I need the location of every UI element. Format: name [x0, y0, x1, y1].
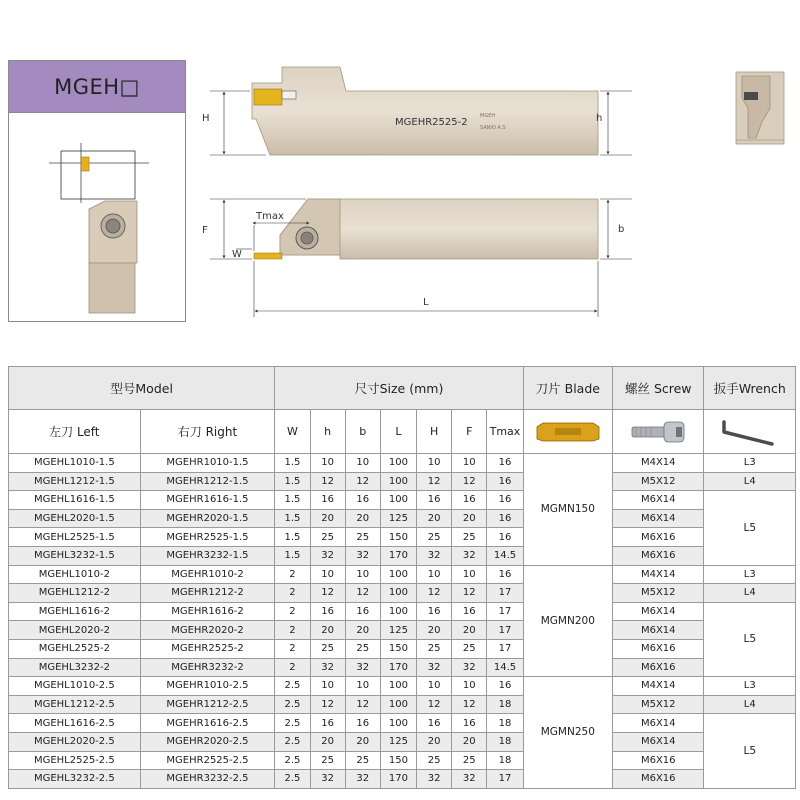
- dim-L-label: L: [423, 297, 429, 308]
- dim-Tmax-cell: 17: [487, 639, 523, 658]
- dim-Tmax-cell: 14.5: [487, 546, 523, 565]
- left-model-cell: MGEHL2020-2: [9, 621, 141, 640]
- dim-header-W: W: [275, 410, 310, 454]
- socket-head-screw-icon: [626, 417, 690, 447]
- table-row: [9, 454, 796, 473]
- dim-H-cell: 10: [417, 565, 452, 584]
- dim-L-cell: 100: [380, 491, 416, 510]
- dim-W-cell: 2.5: [275, 751, 310, 770]
- dim-L-cell: 100: [380, 472, 416, 491]
- screw-cell: M6X14: [613, 491, 704, 510]
- product-title-box: [8, 60, 186, 322]
- tool-marking-text: MGEHR2525-2: [395, 117, 468, 128]
- spec-table: [8, 366, 796, 789]
- dim-L-cell: 170: [380, 770, 416, 789]
- wrench-cell: L5: [704, 602, 796, 676]
- dim-F-cell: 20: [452, 509, 487, 528]
- svg-text:SANIO A.S: SANIO A.S: [480, 125, 506, 131]
- dim-L-cell: 170: [380, 658, 416, 677]
- left-model-cell: MGEHL2525-2.5: [9, 751, 141, 770]
- screw-cell: M5X12: [613, 695, 704, 714]
- dim-W-label: W: [232, 249, 242, 260]
- right-hand-header: 右刀 Right: [140, 410, 275, 454]
- dim-b-cell: 12: [345, 584, 380, 603]
- dim-F-cell: 10: [452, 454, 487, 473]
- dim-b-cell: 12: [345, 472, 380, 491]
- dim-h-cell: 10: [310, 565, 345, 584]
- dim-L-cell: 100: [380, 677, 416, 696]
- dim-h-cell: 16: [310, 714, 345, 733]
- wrench-cell: L3: [704, 677, 796, 696]
- dim-header-b: b: [345, 410, 380, 454]
- dim-H-cell: 32: [417, 658, 452, 677]
- dim-Tmax-cell: 18: [487, 714, 523, 733]
- right-model-cell: MGEHR1616-2: [140, 602, 275, 621]
- right-model-cell: MGEHR1212-1.5: [140, 472, 275, 491]
- dim-Tmax-cell: 16: [487, 472, 523, 491]
- dim-Tmax-cell: 17: [487, 621, 523, 640]
- dim-L-cell: 170: [380, 546, 416, 565]
- dim-h-cell: 32: [310, 770, 345, 789]
- table-row: [9, 677, 796, 696]
- dim-L-cell: 125: [380, 509, 416, 528]
- dim-W-cell: 1.5: [275, 528, 310, 547]
- right-model-cell: MGEHR2020-2.5: [140, 732, 275, 751]
- dim-H-cell: 16: [417, 602, 452, 621]
- side-view-drawing: [730, 68, 790, 148]
- right-model-cell: MGEHR2020-1.5: [140, 509, 275, 528]
- left-model-cell: MGEHL1616-2.5: [9, 714, 141, 733]
- dim-W-cell: 2.5: [275, 677, 310, 696]
- left-model-cell: MGEHL2525-2: [9, 639, 141, 658]
- screw-cell: M5X12: [613, 472, 704, 491]
- dim-W-cell: 1.5: [275, 454, 310, 473]
- dim-b-cell: 10: [345, 565, 380, 584]
- right-model-cell: MGEHR1212-2: [140, 584, 275, 603]
- table-row: [9, 509, 796, 528]
- left-model-cell: MGEHL3232-1.5: [9, 546, 141, 565]
- left-model-cell: MGEHL2525-1.5: [9, 528, 141, 547]
- dim-b-cell: 16: [345, 714, 380, 733]
- left-model-cell: MGEHL3232-2: [9, 658, 141, 677]
- table-row: [9, 584, 796, 603]
- blade-cell: MGMN250: [523, 677, 612, 789]
- dim-H-label: H: [202, 113, 210, 124]
- front-view: [254, 199, 598, 259]
- blade-cell: MGMN150: [523, 454, 612, 566]
- dim-F-cell: 25: [452, 751, 487, 770]
- dim-W-cell: 1.5: [275, 509, 310, 528]
- screw-cell: M6X14: [613, 714, 704, 733]
- table-row: [9, 491, 796, 510]
- dim-Tmax-cell: 16: [487, 454, 523, 473]
- dim-F-cell: 25: [452, 639, 487, 658]
- dim-F-cell: 32: [452, 546, 487, 565]
- hex-key-icon: [718, 416, 782, 448]
- dim-W-cell: 2: [275, 565, 310, 584]
- dim-h-cell: 16: [310, 602, 345, 621]
- right-model-cell: MGEHR1010-2: [140, 565, 275, 584]
- dim-F-cell: 16: [452, 602, 487, 621]
- right-model-cell: MGEHR2525-2.5: [140, 751, 275, 770]
- dim-H-cell: 16: [417, 714, 452, 733]
- dim-h-cell: 20: [310, 621, 345, 640]
- wrench-cell: L4: [704, 695, 796, 714]
- dim-L-cell: 100: [380, 602, 416, 621]
- table-row: [9, 565, 796, 584]
- dim-h-cell: 10: [310, 677, 345, 696]
- right-model-cell: MGEHR2525-1.5: [140, 528, 275, 547]
- table-row: [9, 714, 796, 733]
- dim-L-cell: 150: [380, 639, 416, 658]
- dim-F-cell: 10: [452, 677, 487, 696]
- screw-column-header: 螺丝 Screw: [613, 367, 704, 410]
- dim-h-cell: 20: [310, 509, 345, 528]
- blade-cell: MGMN200: [523, 565, 612, 677]
- table-row: [9, 695, 796, 714]
- dim-F-cell: 25: [452, 528, 487, 547]
- dim-h-cell: 25: [310, 751, 345, 770]
- dim-h-cell: 25: [310, 639, 345, 658]
- dim-L-cell: 150: [380, 751, 416, 770]
- wrench-cell: L3: [704, 565, 796, 584]
- left-model-cell: MGEHL1010-2: [9, 565, 141, 584]
- dim-Tmax-cell: 17: [487, 584, 523, 603]
- table-row: [9, 621, 796, 640]
- table-row: [9, 751, 796, 770]
- dim-F-cell: 20: [452, 621, 487, 640]
- dim-Tmax-cell: 16: [487, 491, 523, 510]
- dim-b-cell: 20: [345, 621, 380, 640]
- dim-b-cell: 25: [345, 528, 380, 547]
- wrench-cell: L3: [704, 454, 796, 473]
- right-model-cell: MGEHR3232-2: [140, 658, 275, 677]
- dim-L-cell: 150: [380, 528, 416, 547]
- dim-H-cell: 20: [417, 621, 452, 640]
- dim-H-cell: 10: [417, 677, 452, 696]
- wrench-cell: L4: [704, 472, 796, 491]
- right-model-cell: MGEHR3232-2.5: [140, 770, 275, 789]
- top-view: [252, 67, 598, 155]
- svg-text:MGEH: MGEH: [480, 113, 496, 119]
- screw-cell: M5X12: [613, 584, 704, 603]
- screw-cell: M6X14: [613, 732, 704, 751]
- dim-h-cell: 12: [310, 472, 345, 491]
- dim-L-cell: 100: [380, 454, 416, 473]
- right-model-cell: MGEHR3232-1.5: [140, 546, 275, 565]
- dim-h-cell: 16: [310, 491, 345, 510]
- right-model-cell: MGEHR1010-1.5: [140, 454, 275, 473]
- left-model-cell: MGEHL1212-2.5: [9, 695, 141, 714]
- dim-header-H: H: [417, 410, 452, 454]
- product-code-title: MGEH□: [9, 61, 185, 113]
- dim-W-cell: 1.5: [275, 491, 310, 510]
- dim-H-cell: 20: [417, 509, 452, 528]
- dim-b-cell: 32: [345, 658, 380, 677]
- grooving-insert-icon: [535, 421, 601, 443]
- dim-Tmax-cell: 16: [487, 509, 523, 528]
- wrench-column-header: 扳手Wrench: [704, 367, 796, 410]
- dim-header-F: F: [452, 410, 487, 454]
- dim-Tmax-cell: 18: [487, 732, 523, 751]
- left-model-cell: MGEHL2020-1.5: [9, 509, 141, 528]
- dim-F-cell: 12: [452, 584, 487, 603]
- left-model-cell: MGEHL1010-2.5: [9, 677, 141, 696]
- dim-h-cell: 12: [310, 695, 345, 714]
- dim-W-cell: 2: [275, 621, 310, 640]
- left-model-cell: MGEHL3232-2.5: [9, 770, 141, 789]
- table-row: [9, 658, 796, 677]
- dim-H-cell: 32: [417, 770, 452, 789]
- dim-H-cell: 25: [417, 751, 452, 770]
- model-column-header: 型号Model: [9, 367, 275, 410]
- screw-cell: M4X14: [613, 677, 704, 696]
- dim-W-cell: 2.5: [275, 695, 310, 714]
- spec-table-body: [9, 454, 796, 789]
- dim-b-cell: 32: [345, 770, 380, 789]
- screw-cell: M6X16: [613, 770, 704, 789]
- table-row: [9, 546, 796, 565]
- dim-Tmax-cell: 16: [487, 565, 523, 584]
- dim-h-label: h: [596, 113, 603, 124]
- dim-H-cell: 12: [417, 584, 452, 603]
- left-hand-header: 左刀 Left: [9, 410, 141, 454]
- dim-W-cell: 2.5: [275, 770, 310, 789]
- dim-h-cell: 20: [310, 732, 345, 751]
- screw-cell: M6X14: [613, 621, 704, 640]
- dim-W-cell: 2.5: [275, 714, 310, 733]
- dim-F-cell: 16: [452, 491, 487, 510]
- dim-b-label: b: [618, 224, 625, 235]
- dim-header-L: L: [380, 410, 416, 454]
- table-row: [9, 639, 796, 658]
- table-row: [9, 472, 796, 491]
- dim-b-cell: 25: [345, 751, 380, 770]
- wrench-image-cell: [704, 410, 796, 454]
- right-model-cell: MGEHR1212-2.5: [140, 695, 275, 714]
- dim-b-cell: 20: [345, 509, 380, 528]
- left-model-cell: MGEHL1010-1.5: [9, 454, 141, 473]
- dim-h-cell: 32: [310, 658, 345, 677]
- dim-b-cell: 32: [345, 546, 380, 565]
- table-row: [9, 602, 796, 621]
- head-detail-drawing: [9, 113, 185, 321]
- wrench-cell: L5: [704, 491, 796, 565]
- dim-Tmax-cell: 16: [487, 528, 523, 547]
- dim-Tmax-cell: 18: [487, 751, 523, 770]
- wrench-cell: L5: [704, 714, 796, 788]
- dim-F-cell: 12: [452, 695, 487, 714]
- dim-h-cell: 32: [310, 546, 345, 565]
- dim-L-cell: 100: [380, 584, 416, 603]
- left-model-cell: MGEHL2020-2.5: [9, 732, 141, 751]
- wrench-cell: L4: [704, 584, 796, 603]
- dim-Tmax-cell: 16: [487, 677, 523, 696]
- dim-W-cell: 1.5: [275, 546, 310, 565]
- dim-W-cell: 2: [275, 584, 310, 603]
- dim-Tmax-cell: 14.5: [487, 658, 523, 677]
- screw-cell: M4X14: [613, 454, 704, 473]
- blade-image-cell: [523, 410, 612, 454]
- screw-image-cell: [613, 410, 704, 454]
- blade-column-header: 刀片 Blade: [523, 367, 612, 410]
- left-model-cell: MGEHL1212-1.5: [9, 472, 141, 491]
- screw-cell: M6X16: [613, 751, 704, 770]
- screw-cell: M4X14: [613, 565, 704, 584]
- dim-Tmax-label: Tmax: [256, 211, 284, 222]
- left-model-cell: MGEHL1616-1.5: [9, 491, 141, 510]
- dim-h-cell: 12: [310, 584, 345, 603]
- dim-L-cell: 100: [380, 695, 416, 714]
- dim-L-cell: 100: [380, 565, 416, 584]
- screw-cell: M6X14: [613, 509, 704, 528]
- dim-H-cell: 16: [417, 491, 452, 510]
- dim-b-cell: 20: [345, 732, 380, 751]
- dim-Tmax-cell: 17: [487, 602, 523, 621]
- dim-L-cell: 125: [380, 621, 416, 640]
- size-column-header: 尺寸Size (mm): [275, 367, 523, 410]
- dim-F-cell: 10: [452, 565, 487, 584]
- dim-H-cell: 12: [417, 472, 452, 491]
- right-model-cell: MGEHR2525-2: [140, 639, 275, 658]
- screw-cell: M6X16: [613, 639, 704, 658]
- dim-b-cell: 16: [345, 602, 380, 621]
- dim-F-cell: 16: [452, 714, 487, 733]
- dim-H-cell: 25: [417, 639, 452, 658]
- dim-L-cell: 100: [380, 714, 416, 733]
- dim-b-cell: 12: [345, 695, 380, 714]
- left-model-cell: MGEHL1616-2: [9, 602, 141, 621]
- table-row: [9, 770, 796, 789]
- dim-H-cell: 25: [417, 528, 452, 547]
- dim-H-cell: 32: [417, 546, 452, 565]
- dim-F-label: F: [202, 225, 208, 236]
- dim-header-Tmax: Tmax: [487, 410, 523, 454]
- screw-cell: M6X16: [613, 658, 704, 677]
- dim-b-cell: 16: [345, 491, 380, 510]
- table-row: [9, 528, 796, 547]
- screw-cell: M6X16: [613, 528, 704, 547]
- dim-H-cell: 10: [417, 454, 452, 473]
- dim-W-cell: 2: [275, 658, 310, 677]
- table-row: [9, 732, 796, 751]
- dim-W-cell: 2.5: [275, 732, 310, 751]
- screw-cell: M6X14: [613, 602, 704, 621]
- right-model-cell: MGEHR1616-1.5: [140, 491, 275, 510]
- dim-b-cell: 10: [345, 677, 380, 696]
- dim-b-cell: 10: [345, 454, 380, 473]
- dim-L-cell: 125: [380, 732, 416, 751]
- dim-W-cell: 2: [275, 639, 310, 658]
- dim-h-cell: 25: [310, 528, 345, 547]
- dim-F-cell: 32: [452, 658, 487, 677]
- dim-header-h: h: [310, 410, 345, 454]
- dim-F-cell: 32: [452, 770, 487, 789]
- dim-F-cell: 12: [452, 472, 487, 491]
- right-model-cell: MGEHR1616-2.5: [140, 714, 275, 733]
- dim-H-cell: 20: [417, 732, 452, 751]
- dim-h-cell: 10: [310, 454, 345, 473]
- dim-Tmax-cell: 17: [487, 770, 523, 789]
- dim-F-cell: 20: [452, 732, 487, 751]
- dim-b-cell: 25: [345, 639, 380, 658]
- tool-holder-dimension-drawing: [190, 55, 625, 325]
- screw-cell: M6X16: [613, 546, 704, 565]
- left-model-cell: MGEHL1212-2: [9, 584, 141, 603]
- dim-Tmax-cell: 18: [487, 695, 523, 714]
- dim-W-cell: 1.5: [275, 472, 310, 491]
- dim-W-cell: 2: [275, 602, 310, 621]
- right-model-cell: MGEHR1010-2.5: [140, 677, 275, 696]
- right-model-cell: MGEHR2020-2: [140, 621, 275, 640]
- dim-H-cell: 12: [417, 695, 452, 714]
